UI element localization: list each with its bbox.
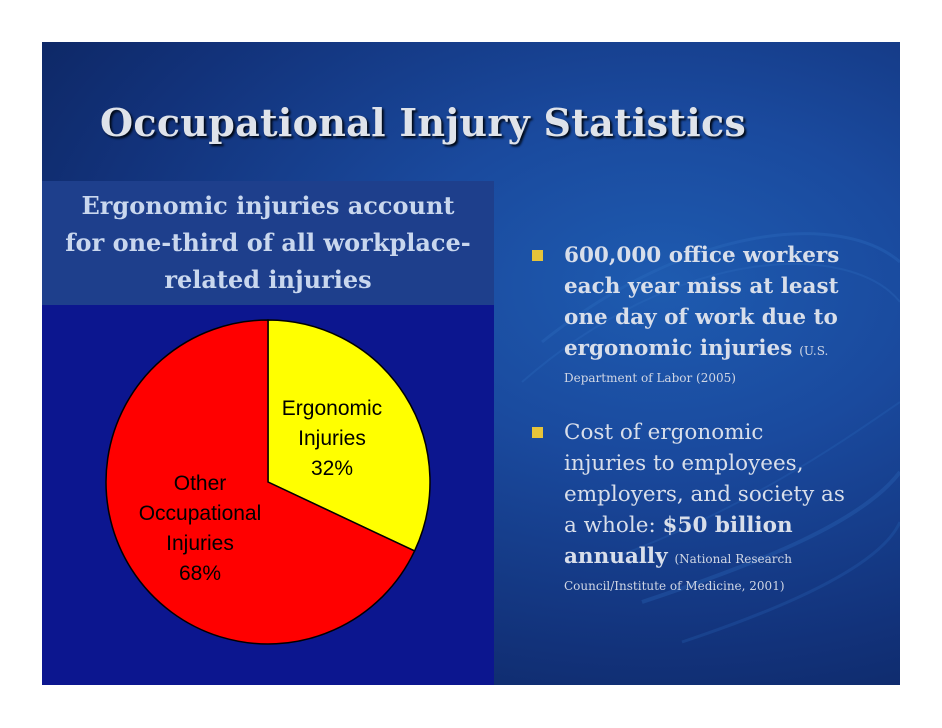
- bullet-cost: [532, 417, 892, 597]
- bullet-2-line: employers, and society as: [564, 482, 845, 507]
- subtitle-line-2: for one-third of all workplace-: [65, 228, 471, 257]
- bullet-2-line: a whole:: [564, 513, 663, 538]
- bullet-2-citation: (National Research: [674, 552, 792, 566]
- bullet-1-line: ergonomic injuries: [564, 336, 793, 361]
- subtitle-line-1: Ergonomic injuries account: [81, 191, 455, 220]
- bullet-office-workers: [532, 240, 892, 389]
- bullet-2-line: Cost of ergonomic: [564, 420, 764, 445]
- bullet-list: [532, 240, 892, 625]
- bullet-1-source: Department of Labor (2005): [564, 371, 736, 385]
- bullet-1-line: 600,000 office workers: [564, 243, 840, 268]
- bullet-1-line: each year miss at least: [564, 274, 839, 299]
- slide-title: Occupational Injury Statistics: [100, 100, 747, 145]
- chart-panel: [42, 305, 494, 685]
- bullet-2-highlight-2: annually: [564, 544, 668, 569]
- pie-label-ergonomic-injuries: Ergonomic Injuries 32%: [281, 397, 383, 480]
- subtitle-line-3: related injuries: [164, 265, 372, 294]
- bullet-marker-icon: [532, 427, 543, 438]
- subtitle-box: [42, 181, 494, 305]
- pie-label-other-occupational-injuries: Other Occupational Injuries 68%: [138, 472, 262, 585]
- bullet-2-highlight: $50 billion: [662, 513, 793, 538]
- bullet-2-line: injuries to employees,: [564, 451, 804, 476]
- bullet-1-citation: (U.S.: [799, 344, 829, 358]
- pie-chart: [42, 305, 494, 685]
- slide: [42, 42, 900, 685]
- bullet-1-line: one day of work due to: [564, 305, 838, 330]
- bullet-marker-icon: [532, 250, 543, 261]
- bullet-2-source: Council/Institute of Medicine, 2001): [564, 579, 785, 593]
